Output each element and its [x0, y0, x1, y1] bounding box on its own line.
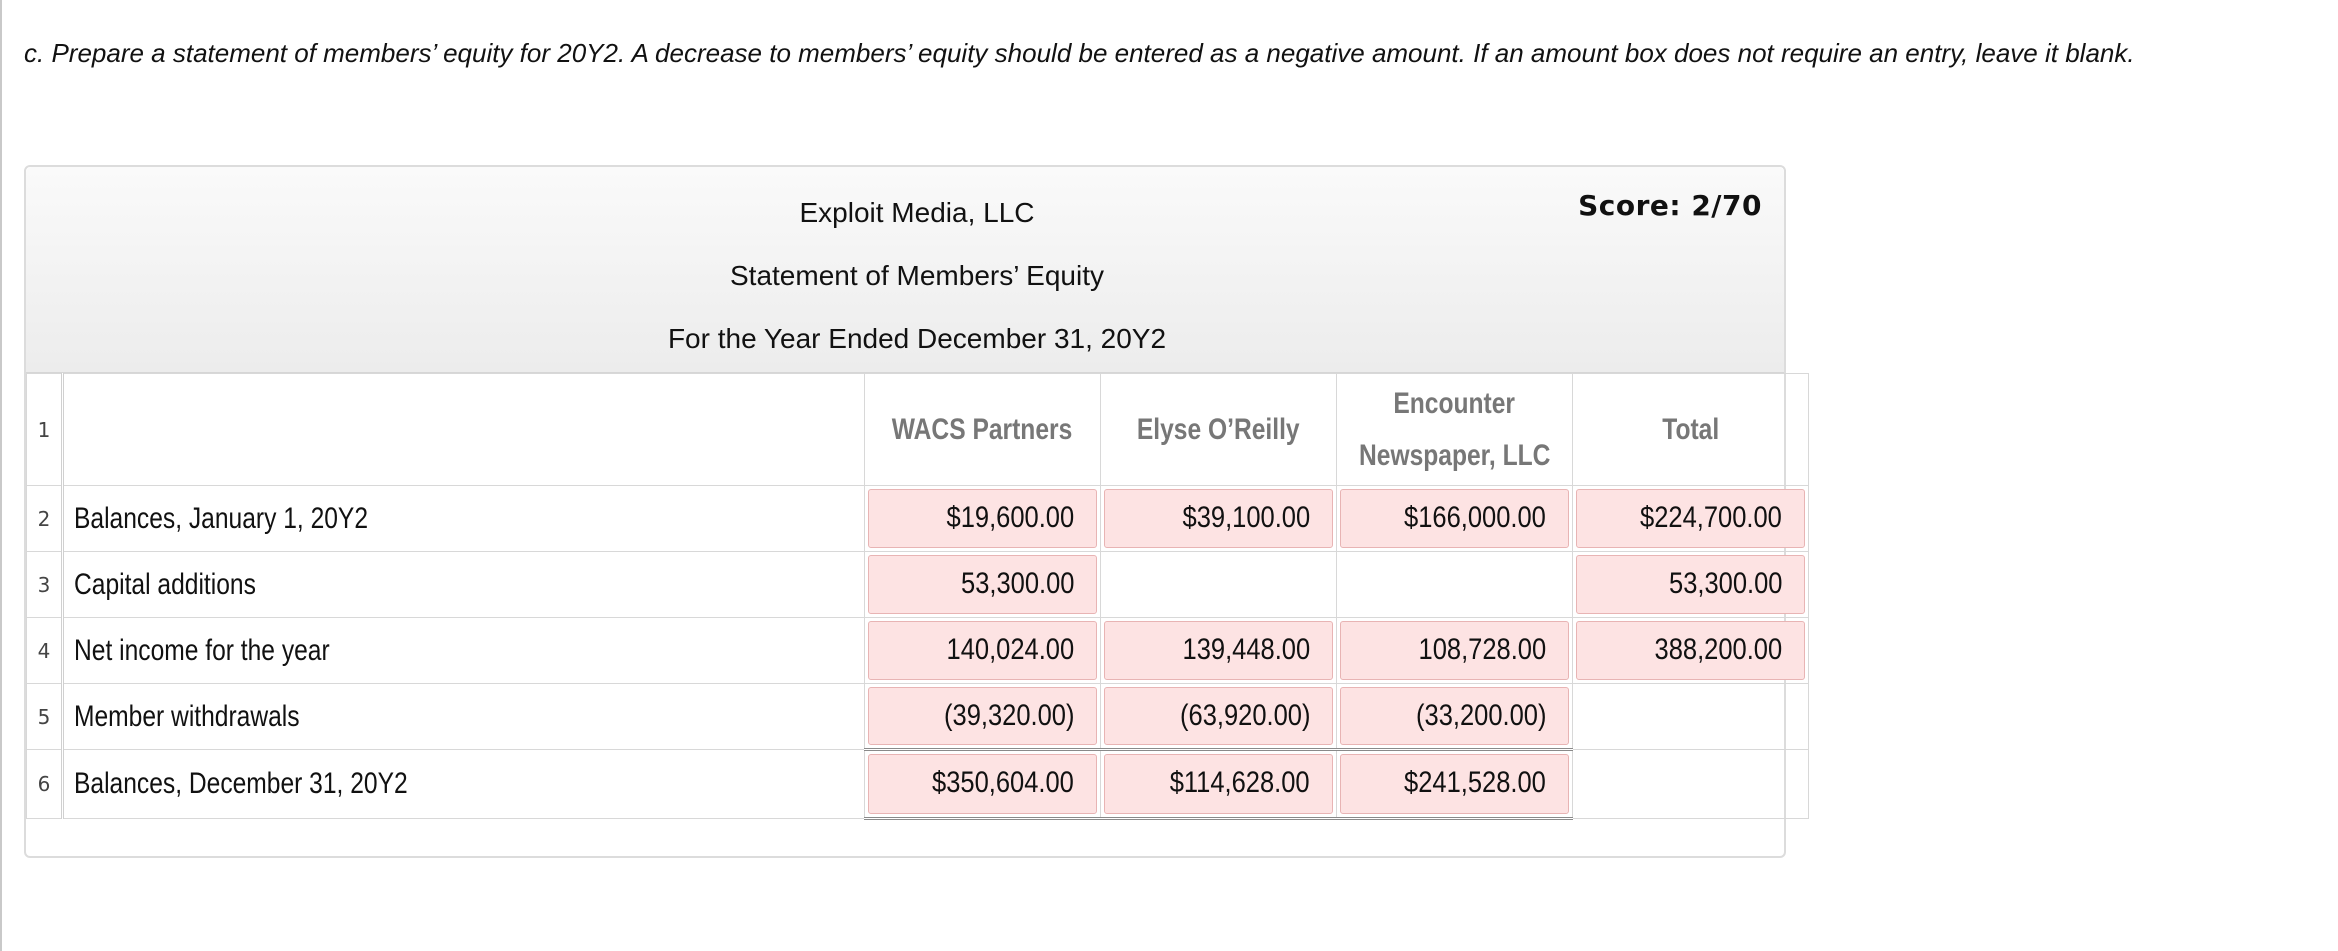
amount-input-total[interactable]: 53,300.00	[1576, 555, 1805, 614]
amount-cell	[1573, 552, 1809, 618]
statement-period: For the Year Ended December 31, 20Y2	[667, 323, 1167, 354]
amount-input-wacs[interactable]: $19,600.00	[868, 489, 1097, 548]
row-label: Net income for the year	[63, 618, 865, 684]
amount-cell	[1101, 486, 1337, 552]
table-row	[27, 750, 1809, 819]
amount-cell	[1101, 684, 1337, 750]
row-label: Balances, December 31, 20Y2	[63, 750, 865, 819]
score-display: Score: 2/70	[1578, 189, 1762, 222]
column-header-elyse: Elyse O’Reilly	[1101, 374, 1337, 486]
amount-cell	[865, 750, 1101, 819]
amount-cell	[865, 618, 1101, 684]
amount-input-wacs[interactable]: $350,604.00	[868, 754, 1097, 814]
amount-input-elyse[interactable]: (63,920.00)	[1104, 687, 1333, 745]
amount-cell	[865, 486, 1101, 552]
amount-cell	[865, 684, 1101, 750]
page-left-border	[0, 0, 2, 951]
amount-cell	[1337, 618, 1573, 684]
instructions-text: c. Prepare a statement of members’ equity for 20Y2. A decrease to members’ equity should be entered as a negative amount. If an amount box does not require an entry, leave it blank.	[24, 38, 2135, 68]
amount-cell	[1337, 486, 1573, 552]
blank-cell	[1573, 750, 1809, 819]
amount-input-encounter[interactable]: 108,728.00	[1340, 621, 1569, 680]
equity-table	[26, 373, 1809, 820]
row-number: 5	[27, 684, 63, 750]
statement-title: Statement of Members’ Equity	[729, 260, 1104, 291]
row-number: 3	[27, 552, 63, 618]
table-row	[27, 552, 1809, 618]
amount-input-wacs[interactable]: (39,320.00)	[868, 687, 1097, 745]
row-number: 1	[27, 374, 63, 486]
statement-panel	[24, 165, 1786, 858]
company-name: Exploit Media, LLC	[799, 197, 1035, 228]
blank-cell	[1573, 684, 1809, 750]
amount-cell	[1337, 750, 1573, 819]
amount-input-elyse[interactable]: 139,448.00	[1104, 621, 1333, 680]
blank-cell	[1101, 552, 1337, 618]
blank-cell	[1337, 552, 1573, 618]
amount-cell	[1573, 486, 1809, 552]
table-row	[27, 618, 1809, 684]
column-header-row	[27, 374, 1809, 486]
statement-header	[26, 167, 1784, 373]
row-label: Member withdrawals	[63, 684, 865, 750]
row-number: 2	[27, 486, 63, 552]
column-header-total: Total	[1573, 374, 1809, 486]
table-row	[27, 684, 1809, 750]
row-label: Capital additions	[63, 552, 865, 618]
row-label: Balances, January 1, 20Y2	[63, 486, 865, 552]
amount-input-elyse[interactable]: $39,100.00	[1104, 489, 1333, 548]
amount-cell	[865, 552, 1101, 618]
amount-input-total[interactable]: 388,200.00	[1576, 621, 1805, 680]
amount-cell	[1573, 618, 1809, 684]
table-row	[27, 486, 1809, 552]
column-header-wacs: WACS Partners	[865, 374, 1101, 486]
amount-input-encounter[interactable]: (33,200.00)	[1340, 687, 1569, 745]
amount-input-encounter[interactable]: $166,000.00	[1340, 489, 1569, 548]
header-label-cell	[63, 374, 865, 486]
amount-input-wacs[interactable]: 53,300.00	[868, 555, 1097, 614]
row-number: 4	[27, 618, 63, 684]
amount-input-encounter[interactable]: $241,528.00	[1340, 754, 1569, 814]
amount-input-elyse[interactable]: $114,628.00	[1104, 754, 1333, 814]
amount-input-total[interactable]: $224,700.00	[1576, 489, 1805, 548]
amount-cell	[1337, 684, 1573, 750]
row-number: 6	[27, 750, 63, 819]
amount-cell	[1101, 750, 1337, 819]
amount-input-wacs[interactable]: 140,024.00	[868, 621, 1097, 680]
amount-cell	[1101, 618, 1337, 684]
column-header-encounter: Encounter Newspaper, LLC	[1337, 374, 1573, 486]
